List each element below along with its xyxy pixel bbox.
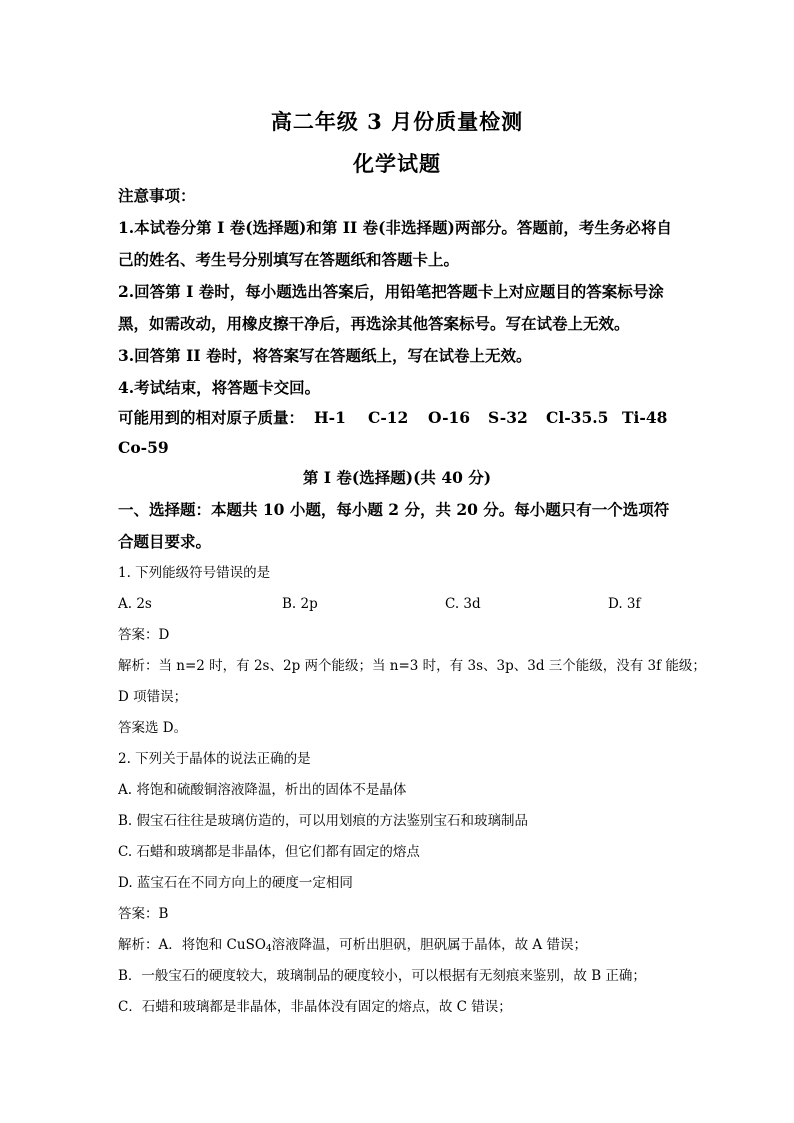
atomic-mass-value: Ti-48 <box>622 408 668 427</box>
analysis: B．一般宝石的硬度较大，玻璃制品的硬度较小，可以根据有无刻痕来鉴别，故 B 正确； <box>118 968 646 984</box>
option-row <box>118 594 678 614</box>
analysis-text: 解析：A．将饱和 CuSO <box>118 937 266 953</box>
atomic-mass-value: Cl-35.5 <box>546 408 609 427</box>
option-d: D. 蓝宝石在不同方向上的硬度一定相同 <box>118 875 353 891</box>
note-item: 黑，如需改动，用橡皮擦干净后，再选涂其他答案标号。写在试卷上无效。 <box>118 314 630 333</box>
section-instructions: 合题目要求。 <box>118 532 212 551</box>
atomic-mass-line <box>118 408 678 428</box>
note-item: 4.考试结束，将答题卡交回。 <box>118 378 321 397</box>
option-b: B. 2p <box>282 596 318 612</box>
subscript: 4 <box>265 944 272 954</box>
option-d: D. 3f <box>608 596 641 612</box>
question-stem: 1. 下列能级符号错误的是 <box>118 565 271 581</box>
atomic-mass-value: S-32 <box>488 408 528 427</box>
atomic-mass-value: O-16 <box>428 408 471 427</box>
option-a: A. 2s <box>118 596 152 612</box>
note-item: 1.本试卷分第 I 卷(选择题)和第 II 卷(非选择题)两部分。答题前，考生务必将自 <box>118 218 672 237</box>
atomic-mass-wrap: Co-59 <box>118 438 169 457</box>
analysis <box>118 935 678 959</box>
option-a: A. 将饱和硫酸铜溶液降温，析出的固体不是晶体 <box>118 782 407 798</box>
analysis-text: 溶液降温，可析出胆矾，胆矾属于晶体，故 A 错误； <box>271 937 587 953</box>
exam-title: 高二年级 3 月份质量检测 <box>270 109 524 134</box>
notes-heading: 注意事项： <box>118 186 196 205</box>
answer: 答案：D <box>118 627 170 643</box>
section-title: 第 I 卷(选择题)(共 40 分) <box>302 468 492 487</box>
note-item: 3.回答第 II 卷时，将答案写在答题纸上，写在试卷上无效。 <box>118 346 532 365</box>
option-c: C. 石蜡和玻璃都是非晶体，但它们都有固定的熔点 <box>118 844 420 860</box>
question-stem: 2. 下列关于晶体的说法正确的是 <box>118 751 311 767</box>
section-instructions: 一、选择题：本题共 10 小题，每小题 2 分，共 20 分。每小题只有一个选项符 <box>118 500 670 519</box>
note-item: 己的姓名、考生号分别填写在答题纸和答题卡上。 <box>118 250 460 269</box>
option-c: C. 3d <box>445 596 481 612</box>
answer-conclusion: 答案选 D。 <box>118 720 188 736</box>
atomic-mass-value: C-12 <box>368 408 409 427</box>
option-b: B. 假宝石往往是玻璃仿造的，可以用划痕的方法鉴别宝石和玻璃制品 <box>118 813 529 829</box>
answer: 答案：B <box>118 906 169 922</box>
analysis: D 项错误； <box>118 689 188 705</box>
subject-title: 化学试题 <box>353 151 441 176</box>
analysis: 解析：当 n=2 时，有 2s、2p 两个能级；当 n=3 时，有 3s、3p、3d 三个能级，没有 3f 能级； <box>118 658 706 674</box>
analysis: C．石蜡和玻璃都是非晶体，非晶体没有固定的熔点，故 C 错误； <box>118 999 512 1015</box>
atomic-mass-label: 可能用到的相对原子质量： <box>118 408 305 427</box>
atomic-mass-value: H-1 <box>314 408 346 427</box>
note-item: 2.回答第 I 卷时，每小题选出答案后，用铅笔把答题卡上对应题目的答案标号涂 <box>118 282 664 301</box>
